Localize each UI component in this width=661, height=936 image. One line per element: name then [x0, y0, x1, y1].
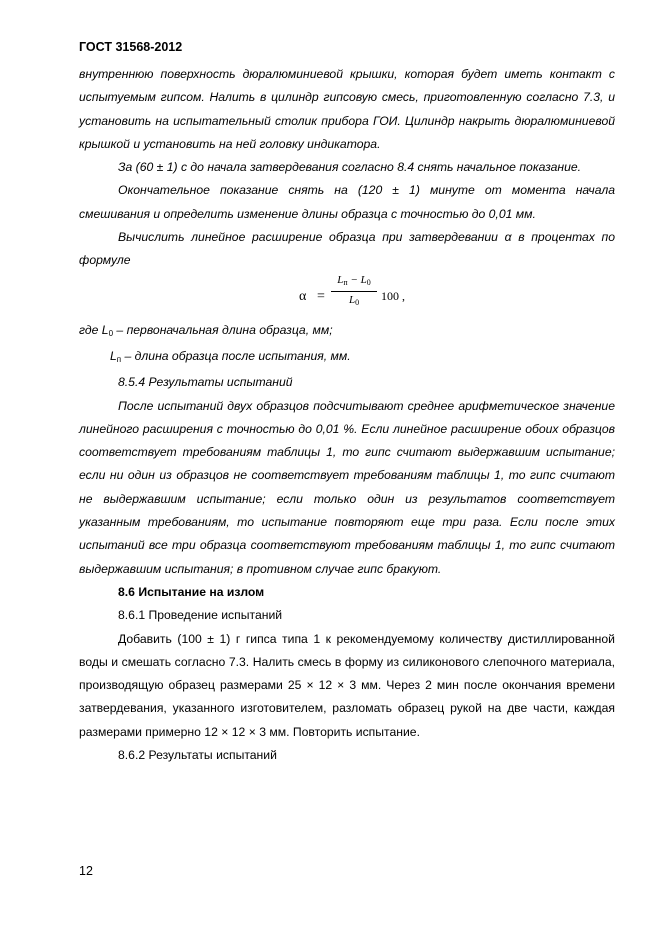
section-8-5-4-heading: 8.5.4 Результаты испытаний	[118, 375, 293, 390]
formula-fraction	[331, 273, 377, 310]
paragraph-3: Окончательное показание снять на (120 ± 1) минуте от момента начала смешивания и определить изменение длины образца с точностью до 0,01 мм.	[79, 183, 615, 221]
formula-numerator: $L_п - L_0$	[331, 273, 377, 292]
page-number: 12	[79, 864, 93, 878]
paragraph-2: За (60 ± 1) с до начала затвердевания согласно 8.4 снять начальное показание.	[118, 160, 582, 175]
formula-alpha: α	[299, 288, 307, 304]
formula-multiplier: 100 ,	[381, 288, 405, 303]
formula-denominator: $L_0$	[348, 293, 360, 307]
paragraph-4: Вычислить линейное расширение образца при затвердевании α в процентах по формуле	[79, 230, 615, 268]
formula	[79, 273, 615, 319]
formula-equals: =	[317, 288, 325, 304]
section-8-6-1-heading: 8.6.1 Проведение испытаний	[118, 608, 283, 623]
section-8-6-heading: 8.6 Испытание на излом	[118, 584, 265, 599]
document-header: ГОСТ 31568-2012	[79, 40, 183, 54]
definition-ln: $L_п$ – длина образца после испытания, мм.	[110, 348, 351, 364]
definition-l0: где $L_0$ – первоначальная длина образца, мм;	[79, 322, 333, 338]
section-8-6-2-heading: 8.6.2 Результаты испытаний	[118, 748, 277, 763]
paragraph-6: Добавить (100 ± 1) г гипса типа 1 к рекомендуемому количеству дистиллированной воды и смешать согласно 7.3. Налить смесь в форму из силиконового слепочного материала, производящую образец размерами 25 × 12 × 3 мм. Через 2 мин после окончания времени затвердевания, указанного изготовителем, разломать образец рукой на две части, каждая размерами примерно 12 × 12 × 3 мм. Повторить испытание.	[79, 631, 615, 739]
paragraph-1: внутреннюю поверхность дюралюминиевой крышки, которая будет иметь контакт с испытуемым гипсом. Налить в цилиндр гипсовую смесь, приготовленную согласно 7.3, и установить на испытательный столик прибора ГОИ. Цилиндр накрыть дюралюминиевой крышкой и установить на ней головку индикатора.	[79, 67, 615, 151]
paragraph-5: После испытаний двух образцов подсчитывают среднее арифметическое значение линейного расширения с точностью до 0,01 %. Если линейное расширение обоих образцов соответствует требованиям таблицы 1, то гипс считают выдержавшим испытание; если ни один из образцов не соответствует требованиям таблицы 1, то гипс считают не выдержавшим испытание; если только один из результатов соответствует указанным требованиям, то испытание повторяют еще три раза. Если после этих испытаний все три образца соответствуют требованиям таблицы 1, то гипс считают выдержавшим испытания; в противном случае гипс бракуют.	[79, 398, 615, 576]
document-body	[79, 63, 615, 767]
